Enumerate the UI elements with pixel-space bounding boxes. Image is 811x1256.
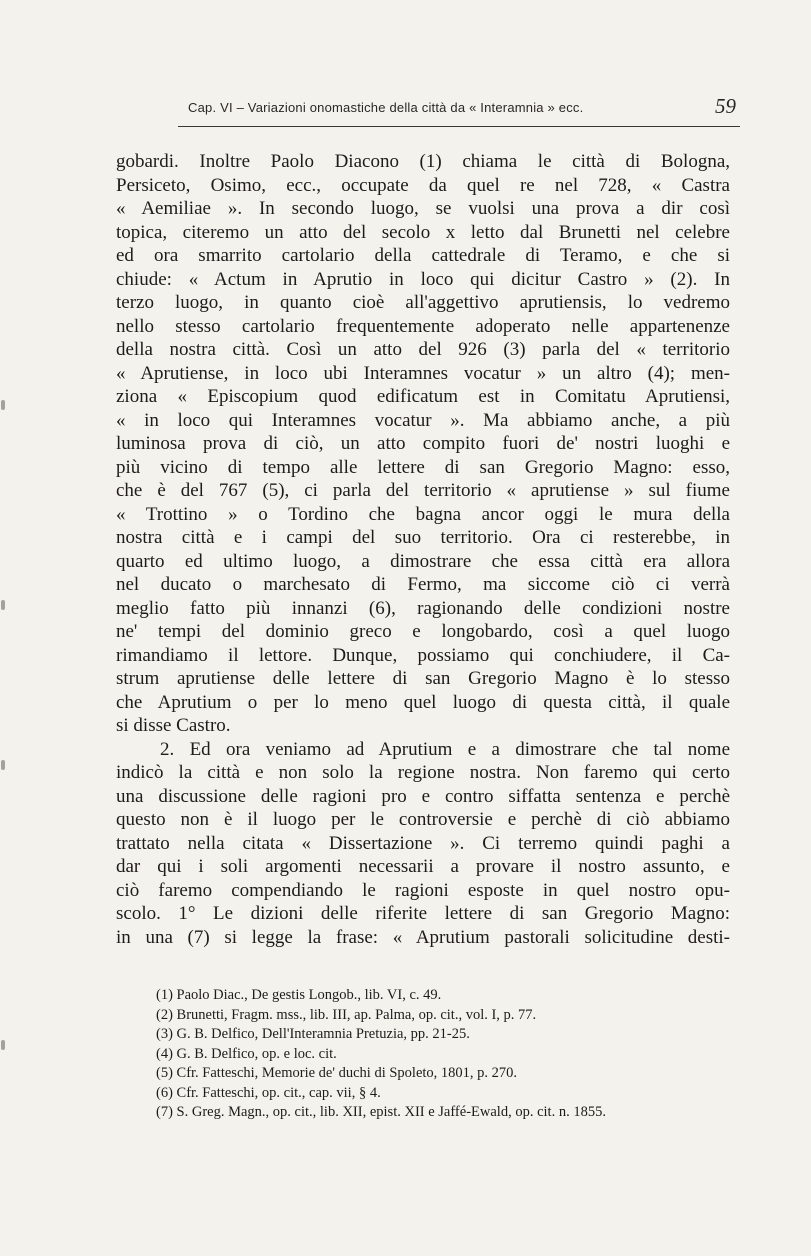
- text-line: 2. Ed ora veniamo ad Aprutium e a dimostrare che tal nome: [160, 738, 730, 760]
- text-line: nello stesso cartolario frequentemente adoperato nelle appartenenze: [116, 315, 730, 337]
- text-line: dar qui i soli argomenti necessarii a provare il nostro assunto, e: [116, 856, 730, 877]
- chapter-title: Cap. VI – Variazioni onomastiche della città da « Interamnia » ecc.: [188, 100, 584, 115]
- footnote: (2) Brunetti, Fragm. mss., lib. III, ap. Palma, op. cit., vol. I, p. 77.: [156, 1006, 537, 1023]
- text-line: che Aprutium o per lo meno quel luogo di questa città, il quale: [116, 691, 730, 713]
- text-line: luminosa prova di ciò, un atto compito fuori de' nostri luoghi e: [116, 433, 730, 454]
- text-line: trattato nella citata « Dissertazione ». Ci terremo quindi paghi a: [116, 832, 730, 854]
- text-line: terzo luogo, in quanto cioè all'aggettivo aprutiensis, lo vedremo: [116, 292, 730, 313]
- binding-mark: [1, 400, 5, 410]
- binding-mark: [1, 1040, 5, 1050]
- text-line: « Aemiliae ». In secondo luogo, se vuolsi una prova a dir così: [116, 198, 730, 219]
- text-line: della nostra città. Così un atto del 926 (3) parla del « territorio: [116, 339, 730, 360]
- text-line: indicò la città e non solo la regione nostra. Non faremo qui certo: [116, 762, 730, 783]
- text-line: che è del 767 (5), ci parla del territorio « aprutiense » sul fiume: [116, 480, 730, 501]
- text-line: nostra città e i campi del suo territorio. Ora ci resterebbe, in: [116, 527, 730, 548]
- footnote: (7) S. Greg. Magn., op. cit., lib. XII, epist. XII e Jaffé-Ewald, op. cit. n. 1855.: [156, 1104, 606, 1120]
- text-line: ziona « Episcopium quod edificatum est in Comitatu Aprutiensi,: [116, 386, 730, 407]
- text-line: una discussione delle ragioni pro e contro siffatta sentenza e perchè: [116, 785, 730, 807]
- footnote: (4) G. B. Delfico, op. e loc. cit.: [156, 1045, 337, 1062]
- text-line: in una (7) si legge la frase: « Aprutium pastorali solicitudine desti-: [116, 926, 730, 948]
- text-line: topica, citeremo un atto del secolo x letto dal Brunetti nel celebre: [116, 221, 730, 243]
- text-line: questo non è il luogo per le controversie e perchè di ciò abbiamo: [116, 809, 730, 830]
- text-line: quarto ed ultimo luogo, a dimostrare che essa città era allora: [116, 550, 730, 572]
- text-line: chiude: « Actum in Aprutio in loco qui dicitur Castro » (2). In: [116, 268, 730, 290]
- text-line: ne' tempi del dominio greco e longobardo, così a quel luogo: [116, 621, 730, 642]
- header-rule: [178, 126, 740, 127]
- text-line: nel ducato o marchesato di Fermo, ma siccome ciò ci verrà: [116, 574, 730, 595]
- footnote: (6) Cfr. Fatteschi, op. cit., cap. vii, § 4.: [156, 1084, 381, 1101]
- binding-mark: [1, 760, 5, 770]
- body-text: [116, 150, 730, 949]
- footnote: (3) G. B. Delfico, Dell'Interamnia Pretuzia, pp. 21-25.: [156, 1026, 470, 1042]
- binding-mark: [1, 600, 5, 610]
- running-header: [178, 96, 740, 120]
- footnote: (1) Paolo Diac., De gestis Longob., lib. VI, c. 49.: [156, 987, 442, 1003]
- text-line: gobardi. Inoltre Paolo Diacono (1) chiama le città di Bologna,: [116, 151, 730, 172]
- text-line: Persiceto, Osimo, ecc., occupate da quel re nel 728, « Castra: [116, 174, 730, 196]
- page-number: 59: [715, 94, 736, 118]
- text-line: si disse Castro.: [116, 715, 231, 736]
- text-line: rimandiamo il lettore. Dunque, possiamo qui conchiudere, il Ca-: [116, 644, 730, 666]
- text-line: più vicino di tempo alle lettere di san Gregorio Magno: esso,: [116, 456, 730, 478]
- text-line: « in loco qui Interamnes vocatur ». Ma abbiamo anche, a più: [116, 409, 730, 431]
- text-line: ed ora smarrito cartolario della cattedrale di Teramo, e che si: [116, 245, 730, 266]
- footnote: (5) Cfr. Fatteschi, Memorie de' duchi di Spoleto, 1801, p. 270.: [156, 1065, 518, 1081]
- footnotes: [156, 986, 736, 1123]
- text-line: ciò faremo compendiando le ragioni esposte in quel nostro opu-: [116, 879, 730, 901]
- text-line: scolo. 1° Le dizioni delle riferite lettere di san Gregorio Magno:: [116, 903, 730, 924]
- text-line: « Aprutiense, in loco ubi Interamnes vocatur » un altro (4); men-: [116, 362, 730, 384]
- text-line: meglio fatto più innanzi (6), ragionando delle condizioni nostre: [116, 597, 730, 619]
- text-line: strum aprutiense delle lettere di san Gregorio Magno è lo stesso: [116, 668, 730, 689]
- text-line: « Trottino » o Tordino che bagna ancor oggi le mura della: [116, 503, 730, 525]
